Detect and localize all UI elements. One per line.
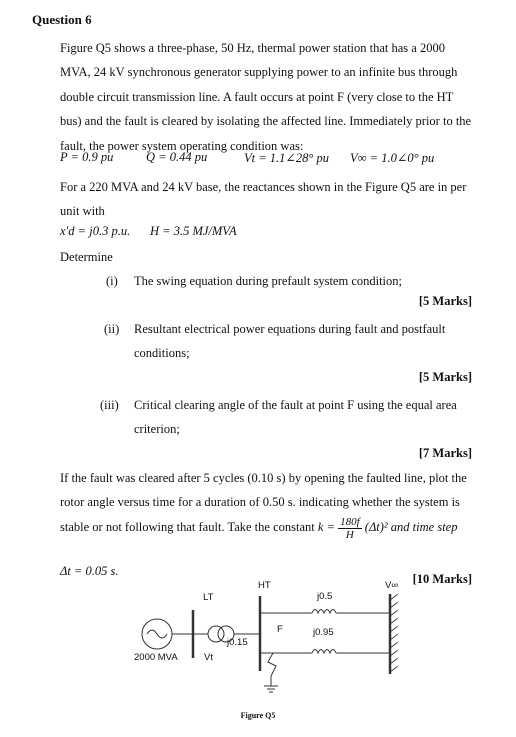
figure-caption: Figure Q5 bbox=[240, 711, 276, 720]
lt-label: LT bbox=[203, 592, 214, 603]
part-text: Resultant electrical power equations during fault and postfault bbox=[134, 322, 446, 336]
machine-params bbox=[60, 224, 360, 242]
intro-line: bus) and the fault is cleared by isolating the affected line. Immediately prior to the bbox=[60, 114, 472, 129]
part-text-cont: criterion; bbox=[134, 422, 180, 436]
fault-label: F bbox=[277, 624, 283, 635]
transformer-primary bbox=[208, 626, 224, 642]
time-step: Δt = 0.05 s. bbox=[60, 564, 119, 578]
part-ii bbox=[60, 318, 472, 366]
intro-line: fault, the power system operating condition was: bbox=[60, 138, 304, 153]
marks-label: [7 Marks] bbox=[418, 446, 472, 460]
figure-q5-diagram bbox=[120, 576, 420, 706]
ht-label: HT bbox=[258, 580, 271, 591]
param-h: H = 3.5 MJ/MVA bbox=[150, 224, 237, 238]
condition-vinf: V∞ = 1.0∠0° pu bbox=[350, 151, 435, 165]
base-line: unit with bbox=[60, 204, 105, 219]
ac-wave-icon bbox=[147, 630, 167, 638]
marks-label: [5 Marks] bbox=[418, 370, 472, 384]
fault-lightning bbox=[268, 653, 276, 676]
k-tail: (Δt)² and time step bbox=[364, 520, 458, 534]
condition-q: Q = 0.44 pu bbox=[146, 150, 208, 164]
part-number: (iii) bbox=[100, 398, 119, 412]
determine-label: Determine bbox=[60, 250, 113, 264]
k-lhs: k = bbox=[317, 520, 335, 534]
part-text: The swing equation during prefault system condition; bbox=[134, 274, 403, 288]
marks-label: [5 Marks] bbox=[418, 294, 472, 308]
base-line: For a 220 MVA and 24 kV base, the reactances shown in the Figure Q5 are in per bbox=[60, 180, 467, 194]
transformer-reactance-label: j0.15 bbox=[227, 637, 248, 648]
k-denominator: H bbox=[345, 528, 354, 541]
closing-line: If the fault was cleared after 5 cycles (0.10 s) by opening the faulted line, plot the bbox=[60, 471, 467, 485]
part-text: Critical clearing angle of the fault at point F using the equal area bbox=[134, 398, 457, 412]
closing-line: rotor angle versus time for a duration of 0.50 s. indicating whether the system is bbox=[60, 495, 460, 510]
condition-p: P = 0.9 pu bbox=[60, 150, 114, 164]
part-text-cont: conditions; bbox=[134, 346, 190, 360]
vinf-label: V∞ bbox=[385, 580, 399, 591]
line2-reactance bbox=[312, 650, 336, 654]
line1-reactance bbox=[312, 610, 336, 614]
part-number: (i) bbox=[106, 274, 118, 288]
part-number: (ii) bbox=[104, 322, 120, 336]
base-paragraph bbox=[60, 175, 472, 224]
reactance-line1-label: j0.5 bbox=[317, 591, 333, 602]
closing-line: stable or not following that fault. Take the constant bbox=[60, 520, 315, 534]
k-numerator: 180f bbox=[340, 515, 360, 528]
generator-rating-label: 2000 MVA bbox=[134, 652, 178, 663]
intro-line: Figure Q5 shows a three-phase, 50 Hz, thermal power station that has a 2000 bbox=[60, 41, 445, 55]
operating-conditions bbox=[60, 150, 480, 168]
closing-formula-line bbox=[60, 514, 480, 541]
marks-label: [10 Marks] bbox=[412, 572, 472, 586]
part-iii bbox=[60, 394, 472, 442]
k-fraction bbox=[338, 516, 362, 541]
vt-label: Vt bbox=[204, 652, 213, 663]
reactance-line2-label: j0.95 bbox=[313, 627, 334, 638]
closing-paragraph bbox=[60, 466, 472, 515]
intro-line: double circuit transmission line. A fault occurs at point F (very close to the HT bbox=[60, 89, 454, 104]
param-xd: x′d = j0.3 p.u. bbox=[60, 224, 131, 238]
condition-vt: Vt = 1.1∠28° pu bbox=[244, 151, 330, 165]
question-heading: Question 6 bbox=[32, 12, 92, 27]
intro-paragraph bbox=[60, 36, 472, 158]
intro-line: MVA, 24 kV synchronous generator supplying power to an infinite bus through bbox=[60, 65, 458, 80]
